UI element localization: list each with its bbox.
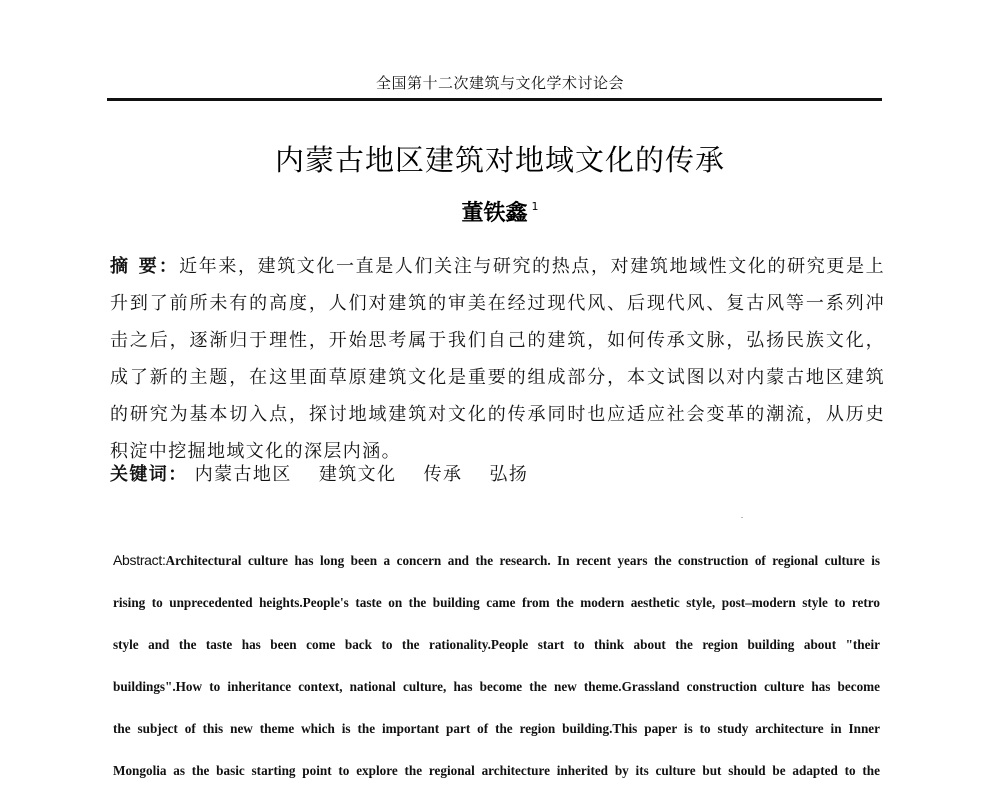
keyword: 内蒙古地区 <box>194 464 292 485</box>
author-name: 董铁鑫 <box>461 201 528 226</box>
english-abstract-label: Abstract: <box>113 552 166 568</box>
keywords <box>110 460 548 486</box>
author-footnote-mark: 1 <box>531 200 539 213</box>
keyword: 建筑文化 <box>318 464 397 485</box>
english-abstract-line: buildings".How to inheritance context, national culture, has become the new theme.Grassland construction culture has become <box>113 679 880 694</box>
scan-artifact <box>741 517 743 518</box>
english-abstract-line: rising to unprecedented heights.People's taste on the building came from the modern aesthetic style, post–modern style to retro <box>113 595 880 610</box>
english-abstract-line-cut-off: Mongolia as the basic starting point to explore the regional architecture inherited by its culture but should be adapted to the <box>113 763 880 778</box>
english-abstract-line: style and the taste has been come back to the rationality.People start to think about the region building about "their <box>113 637 880 652</box>
chinese-abstract-text: 近年来，建筑文化一直是人们关注与研究的热点，对建筑地域性文化的研究更是上升到了前所未有的高度，人们对建筑的审美在经过现代风、后现代风、复古风等一系列冲击之后，逐渐归于理性，开始思考属于我们自己的建筑，如何传承文脉，弘扬民族文化，成了新的主题，在这里面草原建筑文化是重要的组成部分，本文试图以对内蒙古地区建筑的研究为基本切入点，探讨地域建筑对文化的传承同时也应适应社会变革的潮流，从历史积淀中挖掘地域文化的深层内涵。 <box>110 256 885 462</box>
english-abstract-line <box>113 539 880 582</box>
english-abstract <box>113 539 880 778</box>
keyword: 传承 <box>423 464 463 485</box>
keyword: 弘扬 <box>489 464 529 485</box>
paper-title: 内蒙古地区建筑对地域文化的传承 <box>274 143 725 177</box>
english-abstract-line: the subject of this new theme which is the important part of the region building.This paper is to study architecture in Inner <box>113 721 880 736</box>
keywords-label: 关键词： <box>110 464 188 485</box>
english-abstract-line-text: Architectural culture has long been a concern and the research. In recent years the construction of regional culture is <box>165 553 880 568</box>
running-header: 全国第十二次建筑与文化学术讨论会 <box>375 74 624 92</box>
header-rule <box>107 98 882 101</box>
author-line <box>0 196 1000 227</box>
chinese-abstract-label: 摘 要： <box>110 256 180 277</box>
chinese-abstract <box>110 248 885 470</box>
